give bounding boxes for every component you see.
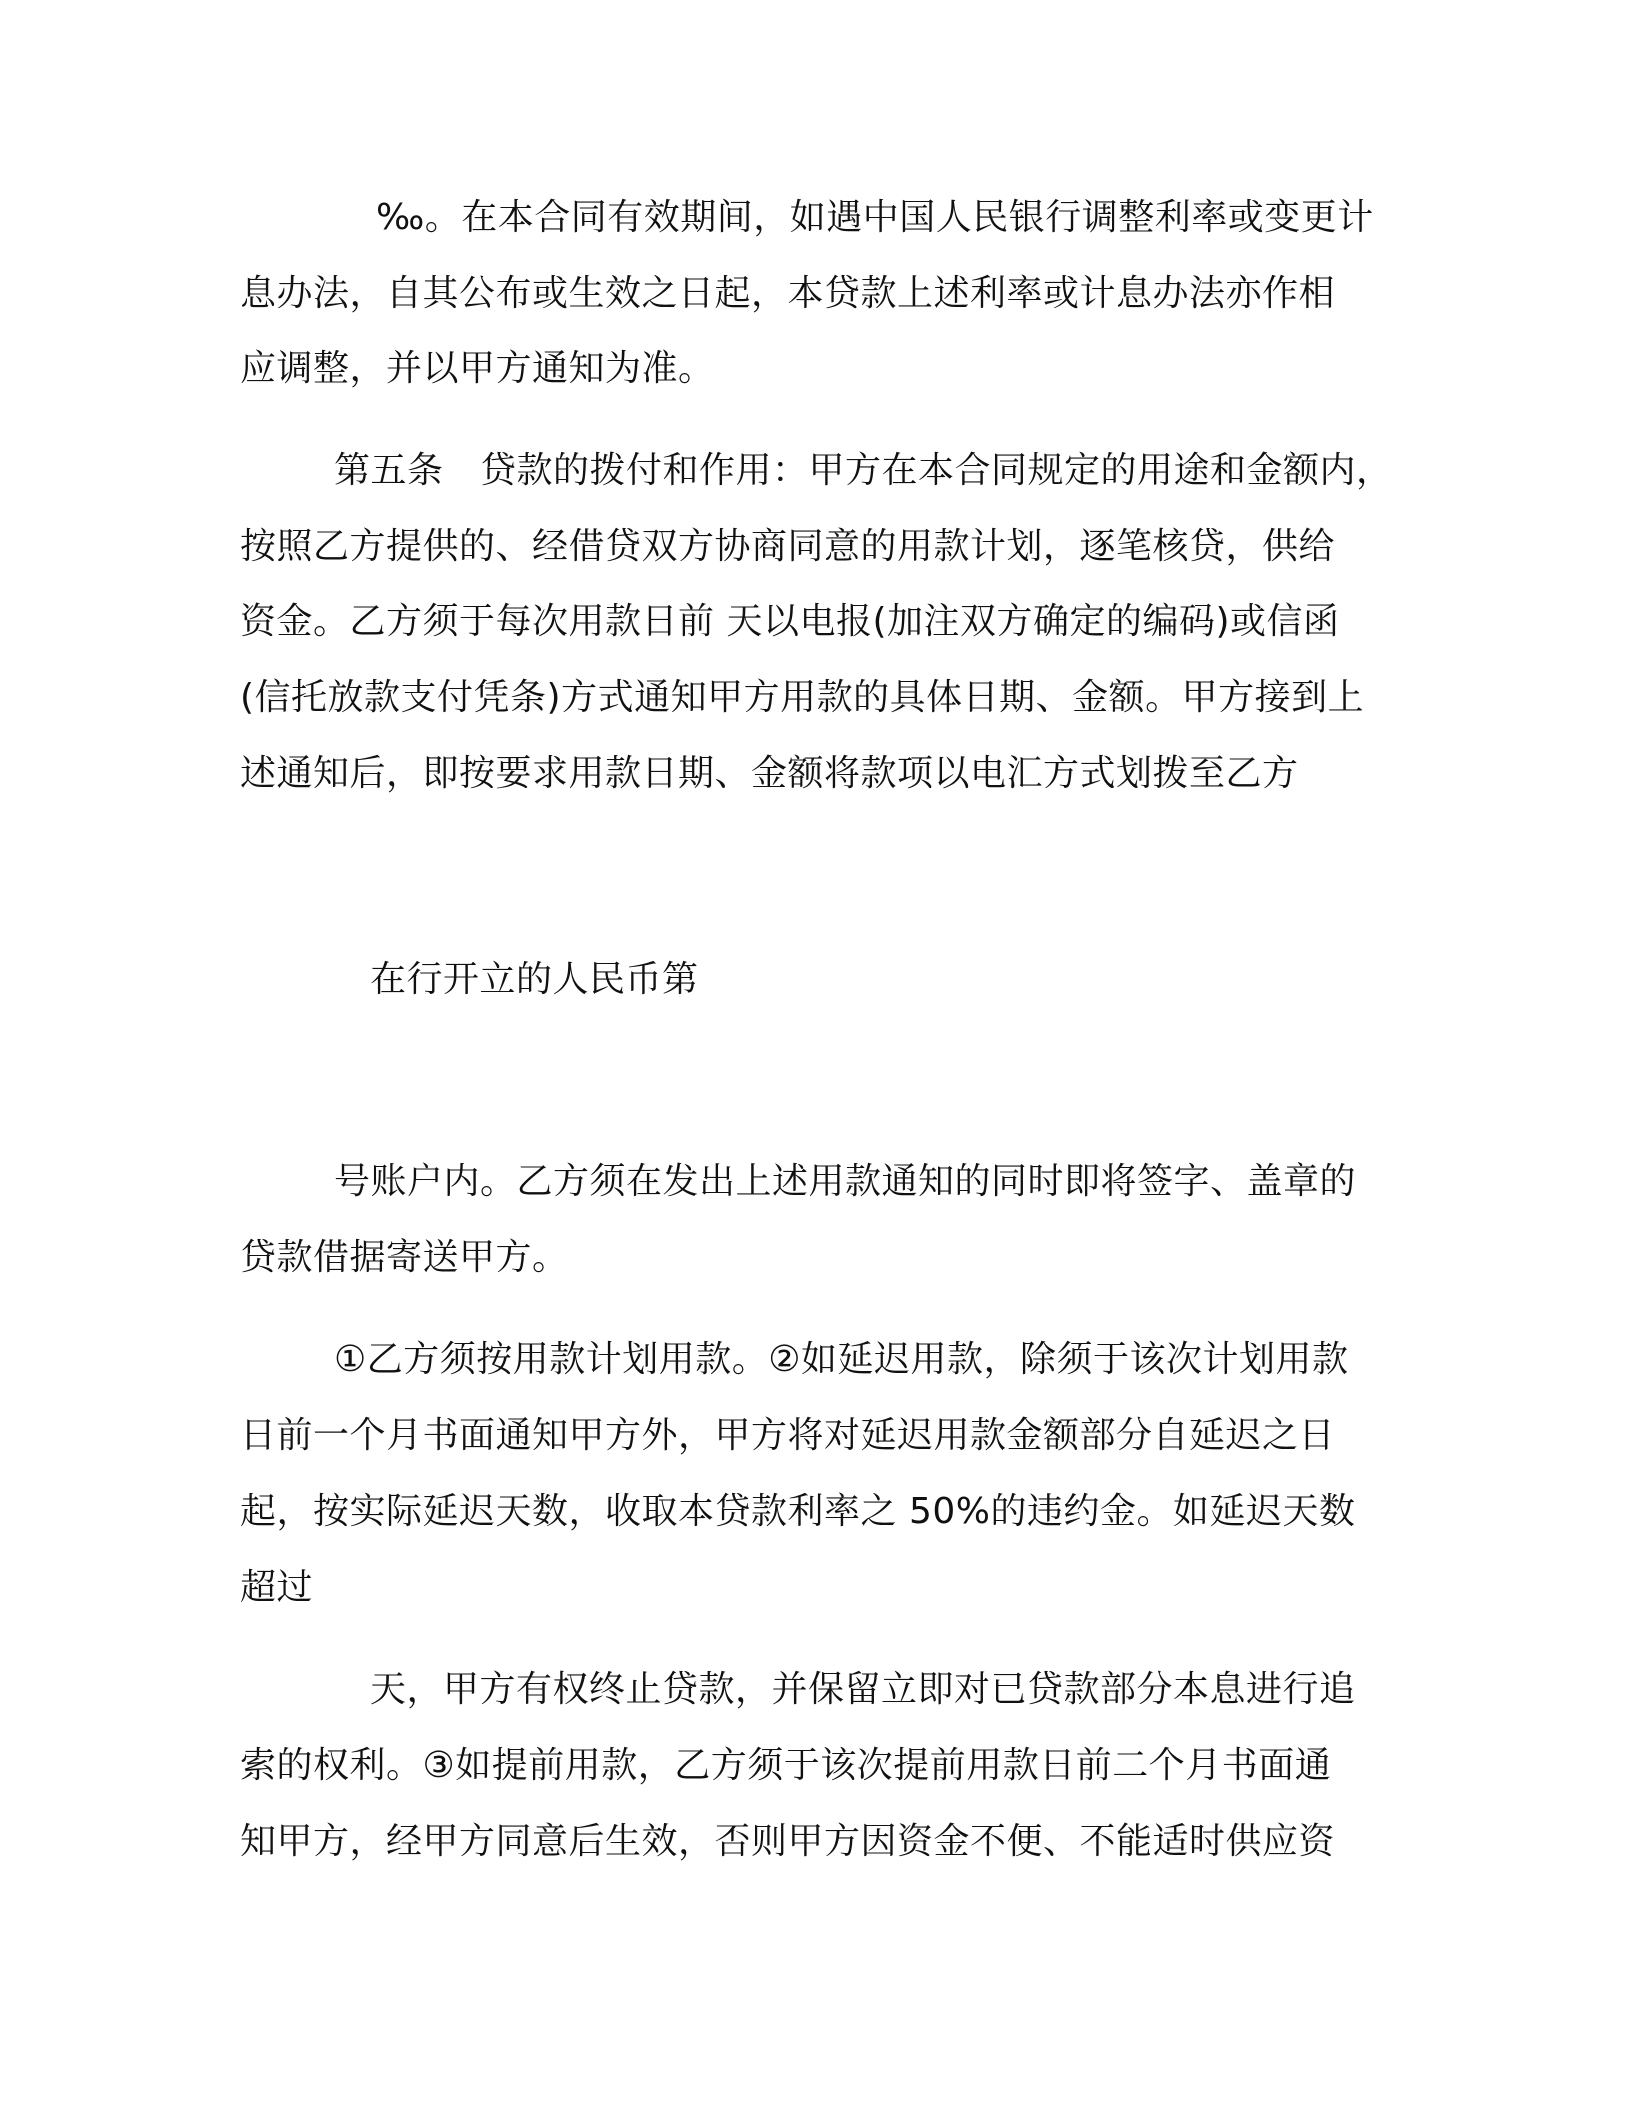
text-line: 天，甲方有权终止贷款，并保留立即对已贷款部分本息进行追 bbox=[370, 1669, 1356, 1710]
text-line: 号账户内。乙方须在发出上述用款通知的同时即将签字、盖章的 bbox=[334, 1161, 1357, 1202]
text-line: 起，按实际延迟天数，收取本贷款利率之 50%的违约金。如延迟天数 bbox=[240, 1491, 1356, 1532]
text-line: 第五条 贷款的拨付和作用：甲方在本合同规定的用途和金额内， bbox=[334, 450, 1393, 491]
text-line: 应调整，并以甲方通知为准。 bbox=[240, 348, 715, 389]
text-line: (信托放款支付凭条)方式通知甲方用款的具体日期、金额。甲方接到上 bbox=[240, 677, 1365, 718]
text-line: 贷款借据寄送甲方。 bbox=[240, 1237, 569, 1278]
text-line: 日前一个月书面通知甲方外，甲方将对延迟用款金额部分自延迟之日 bbox=[240, 1415, 1336, 1456]
text-line: 索的权利。③如提前用款，乙方须于该次提前用款日前二个月书面通 bbox=[240, 1745, 1332, 1786]
text-line: ①乙方须按用款计划用款。②如延迟用款，除须于该次计划用款 bbox=[334, 1339, 1349, 1380]
text-line: 知甲方，经甲方同意后生效，否则甲方因资金不便、不能适时供应资 bbox=[240, 1821, 1336, 1862]
text-line: 资金。乙方须于每次用款日前 天以电报(加注双方确定的编码)或信函 bbox=[240, 601, 1340, 642]
text-line: 按照乙方提供的、经借贷双方协商同意的用款计划，逐笔核贷，供给 bbox=[240, 526, 1336, 567]
text-line: 息办法，自其公布或生效之日起，本贷款上述利率或计息办法亦作相 bbox=[240, 273, 1336, 314]
text-line: 在行开立的人民币第 bbox=[370, 959, 699, 1000]
text-line: ‰。在本合同有效期间，如遇中国人民银行调整利率或变更计 bbox=[376, 197, 1374, 238]
text-line: 超过 bbox=[240, 1567, 314, 1608]
text-line: 述通知后，即按要求用款日期、金额将款项以电汇方式划拨至乙方 bbox=[240, 753, 1299, 794]
